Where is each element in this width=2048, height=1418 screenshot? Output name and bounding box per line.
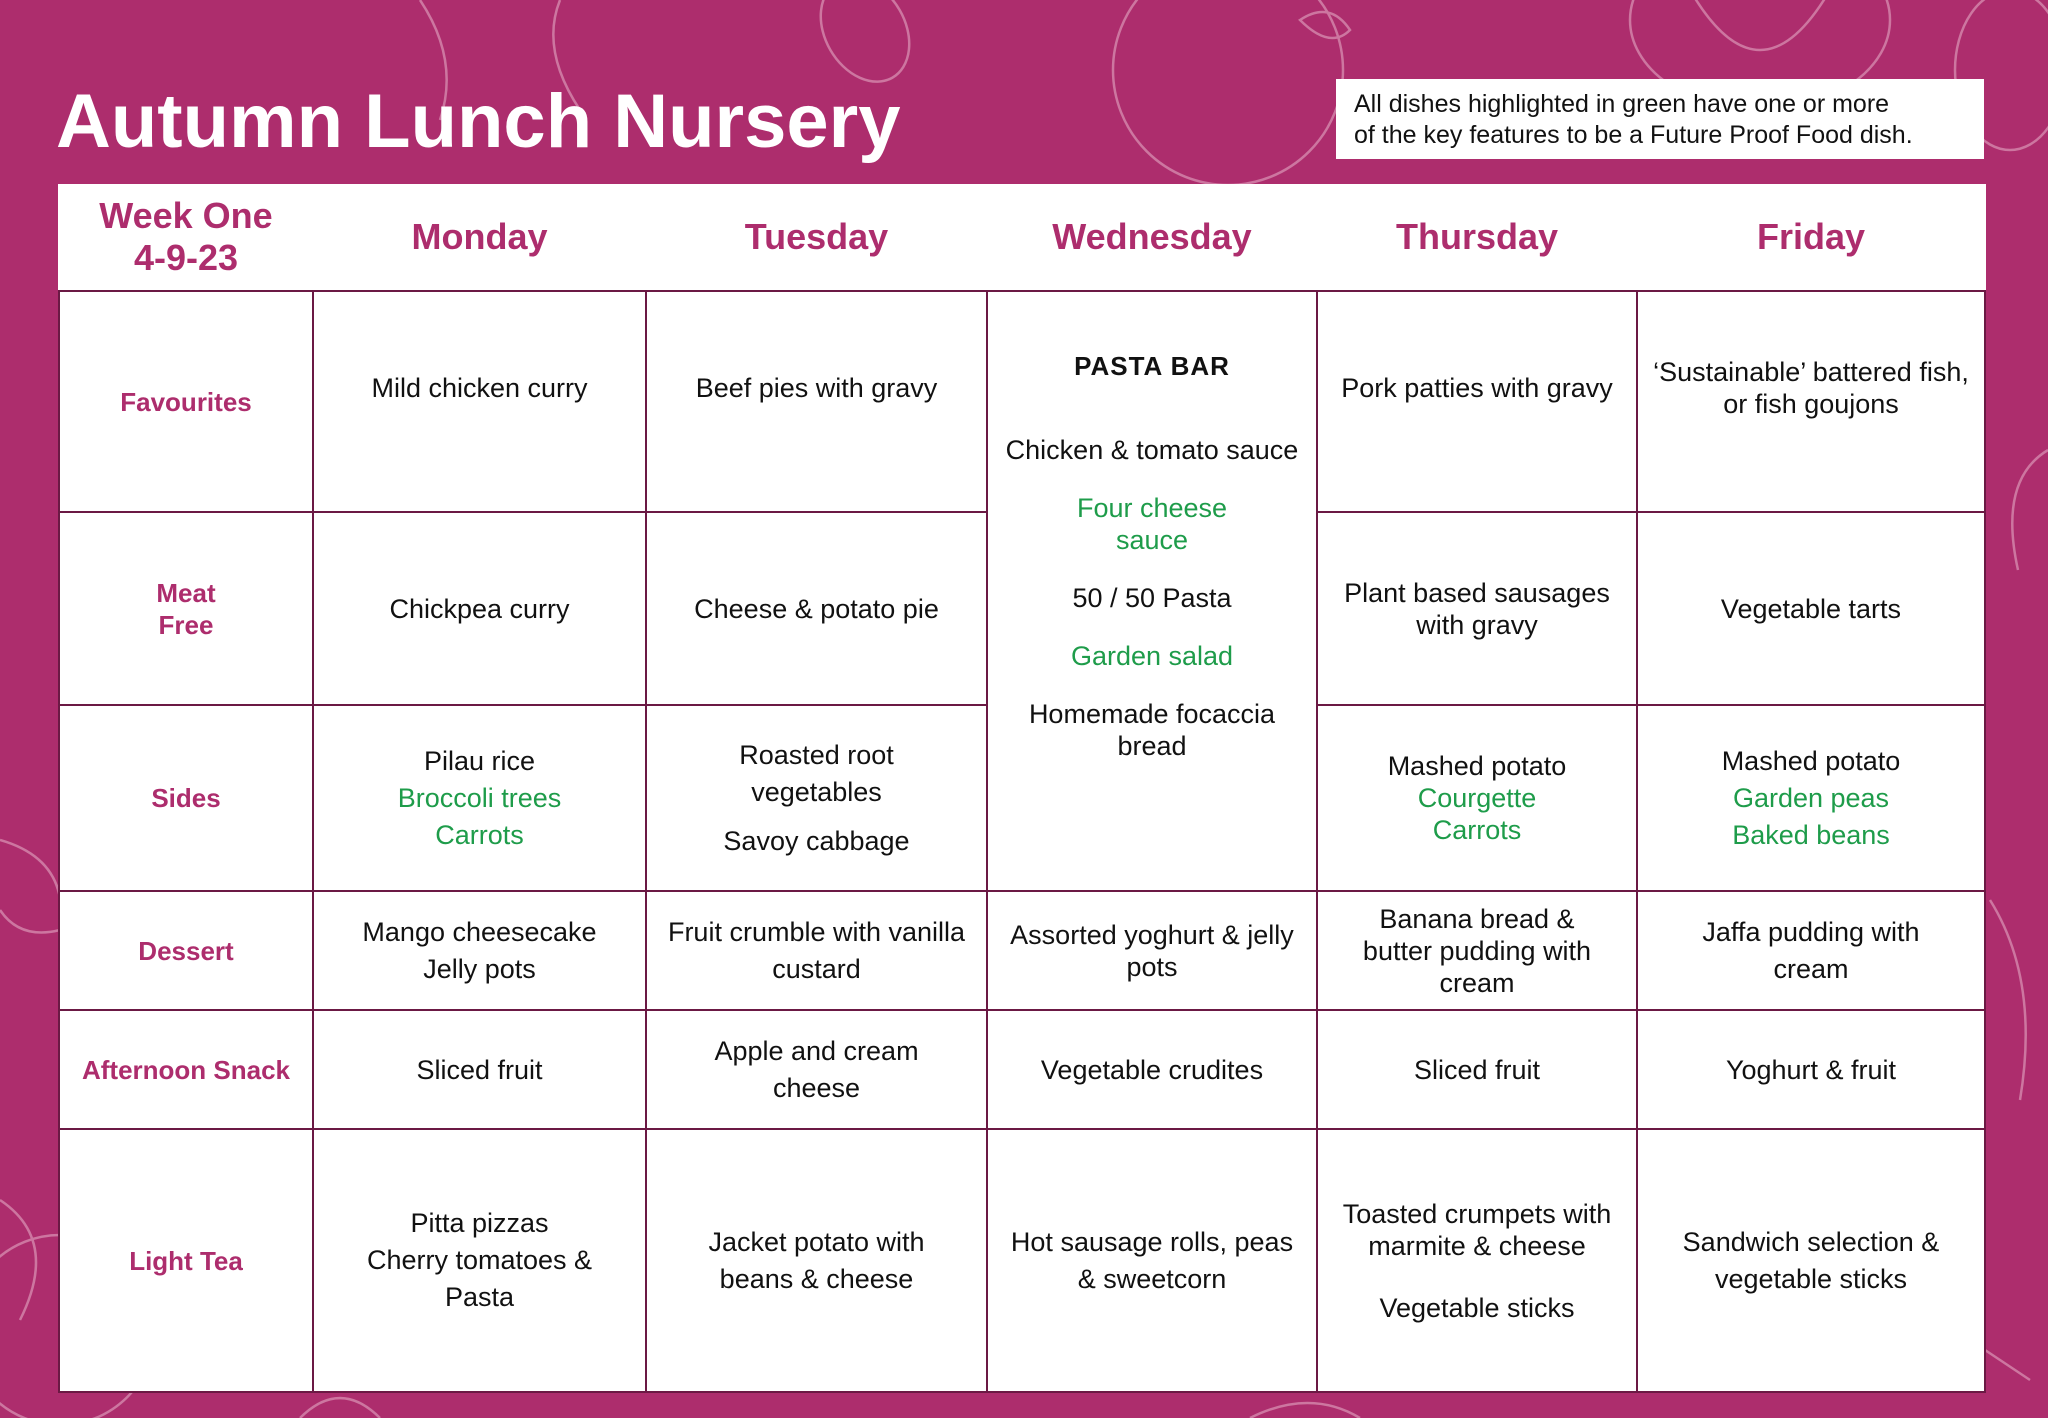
menu-table [58, 184, 1986, 1393]
favourites-friday-line-2: or fish goujons [1723, 389, 1899, 419]
sides-tuesday-line-1: Roasted root [739, 739, 894, 770]
cell-dessert-friday [1637, 891, 1985, 1010]
row-afternoon-snack [59, 1010, 1985, 1129]
sides-friday-item-3: Baked beans [1732, 819, 1890, 850]
sides-friday-item-2: Garden peas [1732, 782, 1890, 813]
cell-meat-free-friday: Vegetable tarts [1637, 512, 1985, 705]
light-tea-thursday-line-1: Toasted crumpets with [1342, 1198, 1612, 1229]
leaf-illustration-left [0, 840, 61, 933]
cell-favourites-monday: Mild chicken curry [313, 291, 646, 512]
meat-free-thursday-line-2: with gravy [1416, 609, 1538, 640]
sides-tuesday-line-2: vegetables [751, 776, 882, 807]
sides-monday-item-1: Pilau rice [423, 745, 536, 776]
dessert-tuesday-line-2: custard [772, 953, 861, 984]
light-tea-tuesday-line-1: Jacket potato with [708, 1226, 925, 1257]
cell-dessert-tuesday [646, 891, 987, 1010]
cell-light-tea-friday [1637, 1129, 1985, 1392]
pasta-sauce-chicken: Chicken & tomato sauce [1005, 435, 1299, 465]
week-label: Week One [99, 195, 273, 236]
cell-dessert-wednesday [987, 891, 1317, 1010]
cell-favourites-friday [1637, 291, 1985, 512]
row-label-meat-free [59, 512, 313, 705]
row-dessert [59, 891, 1985, 1010]
cell-favourites-thursday: Pork patties with gravy [1317, 291, 1637, 512]
light-tea-wednesday-line-2: & sweetcorn [1077, 1263, 1227, 1294]
dessert-monday-line-1: Mango cheesecake [362, 916, 597, 947]
cell-dessert-thursday [1317, 891, 1637, 1010]
cell-snack-monday: Sliced fruit [313, 1010, 646, 1129]
cell-snack-thursday: Sliced fruit [1317, 1010, 1637, 1129]
week-label-cell [59, 184, 313, 291]
sides-thursday-item-2: Courgette [1417, 783, 1537, 813]
light-tea-tuesday-line-2: beans & cheese [719, 1263, 914, 1294]
cell-meat-free-thursday [1317, 512, 1637, 705]
row-label-dessert: Dessert [59, 891, 313, 1010]
notice-line-1: All dishes highlighted in green have one or more [1354, 90, 1890, 118]
cell-sides-thursday [1317, 705, 1637, 891]
snack-tuesday-line-1: Apple and cream [714, 1035, 919, 1066]
cell-light-tea-tuesday [646, 1129, 987, 1392]
favourites-friday-line-1: ‘Sustainable’ battered fish, [1653, 357, 1969, 387]
row-light-tea [59, 1129, 1985, 1392]
row-label-sides: Sides [59, 705, 313, 891]
sides-monday-item-3: Carrots [435, 819, 524, 850]
sides-tuesday-line-3: Savoy cabbage [723, 825, 910, 856]
cell-snack-wednesday: Vegetable crudites [987, 1010, 1317, 1129]
page-title: Autumn Lunch Nursery [56, 79, 901, 164]
cell-sides-tuesday [646, 705, 987, 891]
dessert-thursday-line-1: Banana bread & [1379, 903, 1575, 934]
snack-tuesday-line-2: cheese [772, 1072, 861, 1103]
notice-line-2: of the key features to be a Future Proof Food dish. [1354, 121, 1913, 149]
meat-free-label-1: Meat [156, 577, 216, 608]
light-tea-wednesday-line-1: Hot sausage rolls, peas [1010, 1226, 1294, 1257]
cell-meat-free-tuesday: Cheese & potato pie [646, 512, 987, 705]
day-header-wednesday: Wednesday [987, 184, 1317, 291]
pasta-garden-salad: Garden salad [1070, 641, 1234, 671]
light-tea-thursday-line-3: Vegetable sticks [1379, 1292, 1575, 1323]
dessert-friday-line-2: cream [1773, 953, 1849, 984]
cell-sides-monday [313, 705, 646, 891]
day-header-friday: Friday [1637, 184, 1985, 291]
sides-friday-item-1: Mashed potato [1721, 745, 1901, 776]
dessert-friday-line-1: Jaffa pudding with [1702, 916, 1920, 947]
sides-thursday-item-1: Mashed potato [1387, 751, 1567, 781]
header-row [59, 184, 1985, 291]
pasta-bread-2: bread [1117, 731, 1187, 761]
row-favourites [59, 291, 1985, 512]
light-tea-thursday-line-2: marmite & cheese [1368, 1230, 1586, 1261]
week-date: 4-9-23 [133, 237, 239, 278]
pasta-type: 50 / 50 Pasta [1072, 583, 1232, 613]
day-header-tuesday: Tuesday [646, 184, 987, 291]
row-label-light-tea: Light Tea [59, 1129, 313, 1392]
meat-free-thursday-line-1: Plant based sausages [1344, 577, 1610, 608]
orange-illustration [1113, 0, 1343, 185]
leaf-illustration [1300, 12, 1350, 38]
future-proof-notice [1336, 79, 1984, 159]
dessert-wednesday-line-2: pots [1126, 951, 1178, 982]
cell-dessert-monday [313, 891, 646, 1010]
pasta-sauce-cheese-2: sauce [1115, 525, 1189, 555]
meat-free-label-2: Free [158, 609, 214, 640]
dessert-tuesday-line-1: Fruit crumble with vanilla [667, 916, 966, 947]
dessert-thursday-line-3: cream [1439, 967, 1515, 998]
day-header-thursday: Thursday [1317, 184, 1637, 291]
pasta-bar-title: PASTA BAR [1074, 351, 1230, 381]
sides-monday-item-2: Broccoli trees [397, 782, 562, 813]
pasta-sauce-cheese-1: Four cheese [1076, 493, 1228, 523]
dessert-wednesday-line-1: Assorted yoghurt & jelly [1010, 919, 1294, 950]
light-tea-monday-line-2: Cherry tomatoes & [366, 1245, 593, 1275]
cell-light-tea-monday [313, 1129, 646, 1392]
cell-meat-free-monday: Chickpea curry [313, 512, 646, 705]
cell-snack-tuesday [646, 1010, 987, 1129]
pasta-bread-1: Homemade focaccia [1028, 699, 1276, 729]
light-tea-friday-line-1: Sandwich selection & [1682, 1226, 1940, 1257]
light-tea-friday-line-2: vegetable sticks [1714, 1263, 1908, 1294]
sides-thursday-item-3: Carrots [1432, 815, 1522, 845]
cell-light-tea-thursday [1317, 1129, 1637, 1392]
light-tea-monday-line-1: Pitta pizzas [410, 1208, 549, 1238]
cell-wednesday-pasta-bar [987, 291, 1317, 891]
row-label-favourites: Favourites [59, 291, 313, 512]
cell-favourites-tuesday: Beef pies with gravy [646, 291, 987, 512]
dessert-monday-line-2: Jelly pots [423, 953, 536, 984]
cell-snack-friday: Yoghurt & fruit [1637, 1010, 1985, 1129]
light-tea-monday-line-3: Pasta [444, 1282, 515, 1312]
dessert-thursday-line-2: butter pudding with [1362, 935, 1592, 966]
day-header-monday: Monday [313, 184, 646, 291]
cell-sides-friday [1637, 705, 1985, 891]
cell-light-tea-wednesday [987, 1129, 1317, 1392]
row-label-afternoon-snack: Afternoon Snack [59, 1010, 313, 1129]
